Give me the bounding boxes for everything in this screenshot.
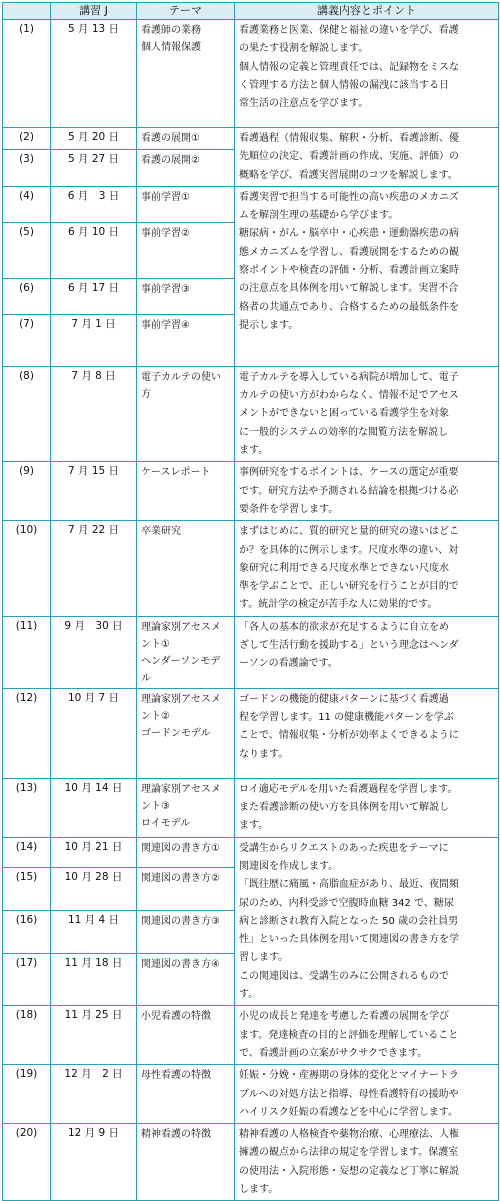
theme-line: 事前学習① [141,191,190,203]
description-line: 事例研究をするポイントは、ケースの選定が重要 [239,467,459,479]
description-line: に一般的システムの効率的な閲覧方法を解説し [239,426,448,438]
lecture-number: (10) [3,521,51,616]
description-line: 習します。 [239,952,289,964]
theme-line: 精神看護の特徴 [141,1129,211,1141]
description-paragraph [239,225,494,335]
description-line: ロイ適応モデルを用いた看護過程を学習します。 [239,783,458,795]
lecture-date: 10 月 28 日 [51,867,137,910]
lecture-date: 6 月 10 日 [51,222,137,278]
table-header-row [3,3,499,20]
table-row [3,1006,499,1065]
description-line: で、看護計画の立案がサクサクできます。 [239,1047,428,1059]
header-lecture: 講習 J [51,3,137,20]
description-paragraph [239,130,494,185]
description-line: 性」といった具体例を用いて関連図の書き方を学 [239,934,459,946]
description-line: 象研究に利用できる尺度水準とできない尺度水 [239,562,449,574]
table-row [3,20,499,128]
description-line: 尿のため、内科受診で空腹時血糖 342 で、糖尿 [239,897,454,909]
theme-line: 理論家別アセスメ [141,783,221,795]
table-row [3,1124,499,1201]
table-row [3,186,499,222]
theme-line: ケースレポート [141,467,211,479]
lecture-date: 10 月 14 日 [51,778,137,837]
description-line: 「各人の基本的欲求が充足するように自立をめ [239,621,449,633]
lecture-number: (8) [3,366,51,461]
lecture-description [235,128,499,187]
description-paragraph [239,22,494,59]
table-row [3,462,499,521]
description-line: 糖尿病・がん・脳卒中・心疾患・運動器疾患の病 [239,228,459,240]
theme-line: 事前学習② [141,227,190,239]
description-line: 常生活の注意点を学びます。 [239,98,369,110]
theme-line: ント③ [141,800,170,812]
lecture-date: 6 月 3 日 [51,186,137,222]
lecture-number: (9) [3,462,51,521]
lecture-number: (20) [3,1124,51,1201]
description-line: ゴードンの機能的健康パターンに基づく看護過 [239,693,449,705]
lecture-date: 11 月 4 日 [51,911,137,954]
description-paragraph [239,876,494,967]
description-line: メントができないと困っている看護学生を対象 [239,408,449,420]
description-line: の使用法・入院形態・妄想の定義など丁寧に解説 [239,1165,459,1177]
description-paragraph [239,523,494,614]
header-content: 講義内容とポイント [235,3,499,20]
table-row [3,1065,499,1124]
lecture-date: 5 月 27 日 [51,149,137,186]
lecture-theme [137,20,235,128]
description-line: 先順位の決定、看護計画の作成、実施、評価）の [239,151,459,163]
lecture-theme [137,149,235,186]
description-line: ます。発達検査の目的と評価を理解していること [239,1029,459,1041]
table-row [3,521,499,616]
table-row [3,837,499,867]
description-line: ことで、情報収集・分析が効率よくできるように [239,730,459,742]
lecture-date: 7 月 1 日 [51,314,137,366]
lecture-theme [137,867,235,910]
lecture-number: (4) [3,186,51,222]
lecture-date: 11 月 25 日 [51,1006,137,1065]
description-paragraph [239,1008,494,1063]
lecture-theme [137,954,235,1006]
lecture-date: 10 月 7 日 [51,688,137,778]
lecture-theme [137,911,235,954]
theme-line: ント② [141,710,170,722]
lecture-description [235,20,499,128]
theme-line: 関連図の書き方③ [141,916,220,928]
lecture-number: (2) [3,128,51,150]
description-line: また看護診断の使い方を具体例を用いて解説し [239,802,449,814]
description-paragraph [239,840,494,877]
lecture-schedule-table [2,2,499,1201]
lecture-date: 6 月 17 日 [51,278,137,314]
lecture-theme [137,1065,235,1124]
theme-line: ル [141,672,151,684]
lecture-description [235,1065,499,1124]
theme-line: 方 [141,388,151,400]
description-line: ざして生活行動を援助する」という理念はヘンダ [239,640,459,652]
description-paragraph [239,691,494,764]
lecture-theme [137,688,235,778]
lecture-date: 7 月 22 日 [51,521,137,616]
lecture-theme [137,314,235,366]
lecture-date: 7 月 8 日 [51,366,137,461]
description-line: 察ポイントや検査の評価・分析、看護計画立案時 [239,265,459,277]
description-line: 病と診断され教育入院となった 50 歳の会社員男 [239,915,459,927]
lecture-description [235,1006,499,1065]
table-row [3,366,499,461]
description-line: です。研究方法や予測される結論を根拠づける必 [239,485,459,497]
lecture-theme [137,837,235,867]
description-line: カルテの使い方がわからなく、情報不足でアセス [239,390,459,402]
table-row [3,128,499,150]
lecture-theme [137,778,235,837]
lecture-number: (7) [3,314,51,366]
description-line: 準を学ぶことで、正しい研究を行うことが目的で [239,581,459,593]
lecture-number: (19) [3,1065,51,1124]
theme-line: 理論家別アセスメ [141,693,221,705]
description-paragraph [239,1126,494,1199]
description-line: 個人情報の定義と管理責任では、記録物をミスな [239,61,459,73]
lecture-theme [137,1124,235,1201]
theme-line: 看護の展開① [141,133,200,144]
lecture-date: 7 月 15 日 [51,462,137,521]
description-line: 看護過程（情報収集、解釈・分析、看護診断、優 [239,133,459,144]
description-line: の注意点を具体例を用いて解説します。実習不合 [239,283,459,295]
lecture-theme [137,521,235,616]
description-paragraph [239,59,494,114]
lecture-number: (15) [3,867,51,910]
lecture-number: (3) [3,149,51,186]
lecture-number: (16) [3,911,51,954]
description-line: 要条件を学習します。 [239,503,339,515]
description-line: 受講生からリクエストのあった疾患をテーマに [239,842,449,854]
theme-line: ント① [141,638,170,650]
lecture-number: (18) [3,1006,51,1065]
description-line: か？を具体的に例示します。尺度水準の違い、対 [239,544,459,556]
description-paragraph [239,619,494,674]
lecture-theme [137,462,235,521]
description-line: す。 [239,989,259,1001]
description-paragraph [239,968,494,1005]
description-line: 関連図を作成します。 [239,860,339,872]
theme-line: 看護の展開② [141,154,200,166]
description-line: ます。 [239,820,269,832]
theme-line: 関連図の書き方② [141,872,220,884]
description-line: ます。 [239,445,269,457]
description-line: この関連図は、受講生のみに公開されるもので [239,970,449,982]
description-line: 擁護の観点から法律の規定を学習します。保護室 [239,1147,459,1159]
theme-line: 関連図の書き方① [141,842,220,854]
theme-line: 看護師の業務 [141,25,201,36]
lecture-description [235,1124,499,1201]
description-line: 小児の成長と発達を考慮した看護の展開を学び [239,1011,449,1023]
description-line: なります。 [239,748,289,760]
lecture-number: (6) [3,278,51,314]
description-line: ーソンの看護論です。 [239,658,338,670]
lecture-number: (12) [3,688,51,778]
description-line: 態メカニズムを学習し、看護展開をするための観 [239,246,459,258]
lecture-description [235,186,499,366]
description-paragraph [239,464,494,519]
theme-line: ロイモデル [141,817,191,829]
description-paragraph [239,1067,494,1122]
header-theme: テーマ [137,3,235,20]
description-line: 格者の共通点であり、合格するための最低条件を [239,301,459,313]
lecture-date: 5 月 13 日 [51,20,137,128]
lecture-number: (14) [3,837,51,867]
description-line: 電子カルテを導入している病院が増加して、電子 [239,371,459,383]
lecture-description [235,688,499,778]
lecture-description [235,462,499,521]
table-row [3,616,499,688]
table-body [3,20,499,1201]
lecture-description [235,778,499,837]
theme-line: 関連図の書き方④ [141,959,220,971]
description-line: ムを解剖生理の基礎から学びます。 [239,210,399,222]
theme-line: 理論家別アセスメ [141,621,221,633]
lecture-number: (5) [3,222,51,278]
theme-line: 事前学習③ [141,283,190,295]
lecture-description [235,837,499,1006]
description-line: ハイリスク妊娠の看護などを中心に学習します。 [239,1106,458,1118]
theme-line: 小児看護の特徴 [141,1011,211,1023]
theme-line: 個人情報保護 [141,42,201,53]
lecture-theme [137,616,235,688]
description-line: 概略を学び、看護実習展開のコツを解説します。 [239,169,458,181]
lecture-date: 12 月 2 日 [51,1065,137,1124]
lecture-theme [137,128,235,150]
table-row [3,688,499,778]
lecture-theme [137,186,235,222]
lecture-number: (13) [3,778,51,837]
theme-line: 母性看護の特徴 [141,1070,211,1082]
theme-line: 電子カルテの使い [141,371,221,383]
lecture-description [235,616,499,688]
lecture-theme [137,366,235,461]
description-line: 看護実習で担当する可能性の高い疾患のメカニズ [239,191,459,203]
lecture-date: 5 月 20 日 [51,128,137,150]
lecture-theme [137,278,235,314]
theme-line: ヘンダーソンモデ [141,655,221,667]
theme-line: 事前学習④ [141,319,190,331]
header-number [3,3,51,20]
description-line: 提示します。 [239,319,299,331]
lecture-description [235,366,499,461]
description-line: 看護業務と医業、保健と福祉の違いを学び、看護 [239,25,459,36]
description-line: 精神看護の人格検査や薬物治療、心理療法、人権 [239,1129,459,1141]
description-line: 程を学習します。11 の健康機能パターンを学ぶ [239,712,454,724]
description-line: します。 [239,1183,279,1195]
theme-line: ゴードンモデル [141,727,211,739]
description-line: 妊娠・分娩・産褥期の身体的変化とマイナートラ [239,1070,459,1082]
lecture-date: 10 月 21 日 [51,837,137,867]
lecture-date: 9 月 30 日 [51,616,137,688]
description-line: 「既往歴に痛風・高脂血症があり、最近、夜間頻 [239,879,459,891]
description-paragraph [239,781,494,836]
lecture-date: 11 月 18 日 [51,954,137,1006]
description-paragraph [239,369,494,460]
description-line: く管理する方法と個人情報の漏洩に該当する日 [239,79,449,91]
lecture-number: (11) [3,616,51,688]
theme-line: 卒業研究 [141,526,181,538]
schedule-container [2,2,498,1195]
description-paragraph [239,189,494,226]
description-line: まずはじめに、質的研究と量的研究の違いはどこ [239,526,459,538]
lecture-theme [137,222,235,278]
lecture-date: 12 月 9 日 [51,1124,137,1201]
lecture-number: (1) [3,20,51,128]
description-line: の果たす役割を解説します。 [239,43,369,55]
description-line: す。統計学の検定が苦手な人に効果的です。 [239,599,438,611]
description-line: ブルへの対処方法と指導、母性看護特有の援助や [239,1088,459,1100]
lecture-number: (17) [3,954,51,1006]
lecture-description [235,521,499,616]
table-row [3,778,499,837]
lecture-theme [137,1006,235,1065]
